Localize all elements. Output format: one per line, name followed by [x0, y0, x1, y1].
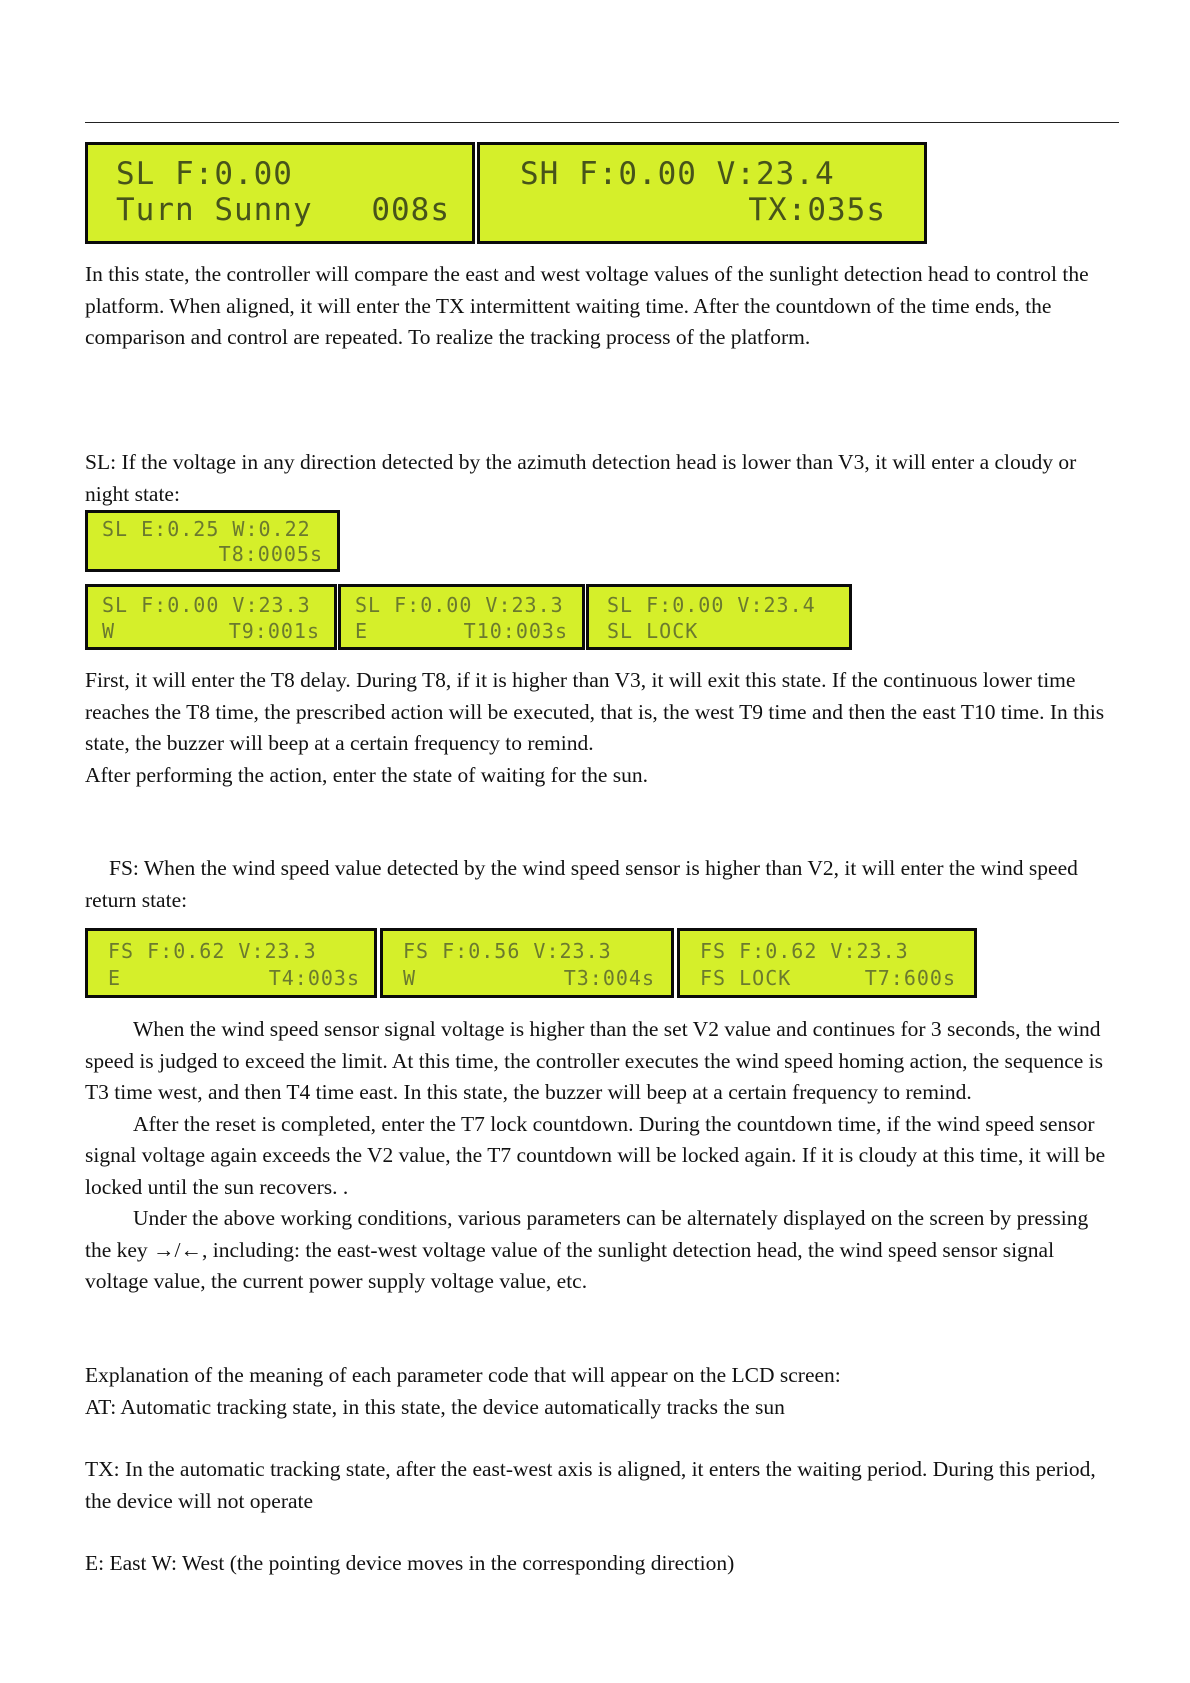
paragraph-fs-intro: FS: When the wind speed value detected by the wind speed sensor is higher than V2, it will enter the wind speed return state:: [85, 856, 1078, 912]
lcd-display-sl-lock: [586, 584, 852, 650]
lcd-line2-right: T9:001s: [228, 619, 320, 643]
lcd-line1: SL E:0.25 W:0.22: [102, 517, 311, 541]
lcd-display-fs-lock-t7: [677, 928, 977, 998]
paragraph-tracking-state: In this state, the controller will compare the east and west voltage values of the sunlight detection head to control the platform. When aligned, it will enter the TX intermittent waiting time. After the countdown of the time ends, the comparison and control are repeated. To realize the tracking process of the platform.: [85, 262, 1089, 349]
paragraph-tx-definition: TX: In the automatic tracking state, after the east-west axis is aligned, it enters the waiting period. During this period, the device will not operate: [85, 1457, 1096, 1513]
lcd-line1: FS F:0.62 V:23.3: [700, 939, 909, 963]
lcd-line2-left: W: [102, 619, 116, 643]
paragraph-sl-intro: SL: If the voltage in any direction detected by the azimuth detection head is lower than V3, it will enter a cloudy or night state:: [85, 450, 1077, 506]
lcd-line1: SL F:0.00 V:23.4: [607, 593, 816, 617]
paragraph-sl-explanation: First, it will enter the T8 delay. During T8, if it is higher than V3, it will exit this state. If the continuous lower time reaches the T8 time, the prescribed action will be executed, that is, the west T9 time and then the east T10 time. In this state, the buzzer will beep at a certain frequency to remind. After performing the action, enter the state of waiting for the sun.: [85, 668, 1105, 787]
lcd-line2-right: T3:004s: [563, 966, 655, 990]
lcd-display-sl-turn-sunny: [85, 142, 475, 244]
lcd-line1: FS F:0.56 V:23.3: [403, 939, 612, 963]
lcd-line2-left: W: [403, 966, 417, 990]
lcd-display-fs-w-t3: [380, 928, 674, 998]
lcd-line2-right: T4:003s: [268, 966, 360, 990]
lcd-line2-left: E: [108, 966, 122, 990]
lcd-line2-right: T8:0005s: [218, 542, 323, 566]
paragraph-direction-definition: E: East W: West (the pointing device moves in the corresponding direction): [85, 1551, 735, 1575]
lcd-display-sl-e-t10: [338, 584, 585, 650]
lcd-line2-left: Turn Sunny: [116, 192, 313, 228]
paragraph-fs-explanation: When the wind speed sensor signal voltage is higher than the set V2 value and continues for 3 seconds, the wind speed is judged to exceed the limit. At this time, the controller executes the wind speed homing action, the sequence is T3 time west, and then T4 time east. In this state, the buzzer will beep at a certain frequency to remind. After the reset is completed, enter the T7 lock countdown. During the countdown time, if the wind speed sensor signal voltage again exceeds the V2 value, the T7 countdown will be locked again. If it is cloudy at this time, it will be locked until the sun recovers. . Under the above working conditions, various parameters can be alternately displayed on the screen by pressing the key →/←, including: the east-west voltage value of the sunlight detection head, the wind speed sensor signal voltage value, the current power supply voltage value, etc.: [85, 1017, 1106, 1293]
lcd-line1: SL F:0.00 V:23.3: [355, 593, 564, 617]
lcd-line2-right: T7:600s: [864, 966, 956, 990]
lcd-display-sh-tx: [477, 142, 927, 244]
paragraph-parameter-codes: Explanation of the meaning of each parameter code that will appear on the LCD screen: AT: Automatic tracking state, in this state, the device automatically tracks the sun: [85, 1363, 841, 1419]
lcd-line2-left: FS LOCK: [700, 966, 792, 990]
lcd-line2-left: SL LOCK: [607, 619, 699, 643]
lcd-display-fs-e-t4: [85, 928, 377, 998]
lcd-line2-right: T10:003s: [463, 619, 568, 643]
lcd-line2-right: TX:035s: [748, 192, 886, 228]
lcd-line1: SL F:0.00 V:23.3: [102, 593, 311, 617]
lcd-line1: FS F:0.62 V:23.3: [108, 939, 317, 963]
lcd-display-sl-t8: [85, 510, 340, 572]
lcd-line2-left: E: [355, 619, 369, 643]
lcd-display-sl-w-t9: [85, 584, 337, 650]
lcd-line1: SH F:0.00 V:23.4: [520, 156, 835, 192]
lcd-line2-right: 008s: [371, 192, 450, 228]
lcd-line1: SL F:0.00: [116, 156, 293, 192]
header-rule: [85, 122, 1119, 123]
